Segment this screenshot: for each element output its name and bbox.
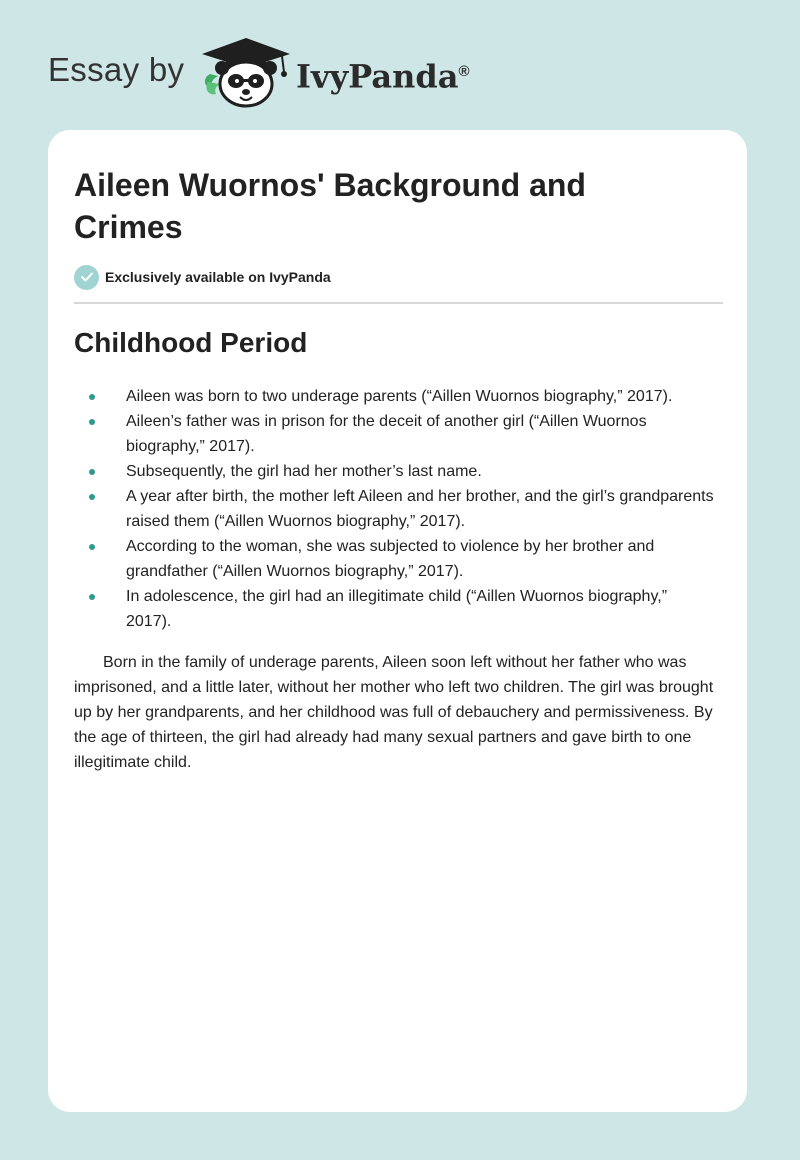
- essay-by-label: Essay by: [48, 51, 185, 88]
- list-item-text: According to the woman, she was subjected to violence by her brother and grandfather (“Aillen Wuornos biography,” 2017).: [126, 538, 655, 580]
- list-item-text: Aileen’s father was in prison for the deceit of another girl (“Aillen Wuornos biography,” 2017).: [126, 413, 647, 455]
- bullet-dot-icon: [89, 494, 95, 500]
- site-header: [0, 0, 800, 130]
- bullet-dot-icon: [89, 469, 95, 475]
- list-item-text: A year after birth, the mother left Aileen and her brother, and the girl’s grandparents raised them (“Aillen Wuornos biography,” 2017).: [126, 488, 714, 530]
- bullet-dot-icon: [89, 394, 95, 400]
- list-item: [74, 459, 714, 484]
- bullet-dot-icon: [89, 544, 95, 550]
- section-heading: Childhood Period: [74, 327, 308, 358]
- list-item: [74, 534, 714, 584]
- check-icon: [74, 265, 99, 290]
- list-item-text: In adolescence, the girl had an illegitimate child (“Aillen Wuornos biography,” 2017).: [126, 588, 668, 630]
- list-item: [74, 484, 714, 534]
- list-item-text: Subsequently, the girl had her mother’s last name.: [126, 463, 482, 480]
- divider: [74, 302, 723, 304]
- list-item: [74, 384, 714, 409]
- list-item: [74, 584, 714, 634]
- body-paragraph: Born in the family of underage parents, Aileen soon left without her father who was imprisoned, and a little later, without her mother who left two children. The girl was brought up by her grandparents, and her childhood was full of debauchery and permissiveness. By the age of thirteen, the girl had already had many sexual partners and gave birth to one illegitimate child.: [74, 654, 714, 771]
- list-item: [74, 409, 714, 459]
- panda-graduate-icon[interactable]: [200, 36, 292, 110]
- bullet-dot-icon: [89, 594, 95, 600]
- article-card: [48, 130, 747, 1112]
- exclusive-badge-text: Exclusively available on IvyPanda: [105, 269, 331, 285]
- brand-name: IvyPanda: [296, 57, 459, 96]
- list-item-text: Aileen was born to two underage parents (“Aillen Wuornos biography,” 2017).: [126, 388, 673, 405]
- bullet-dot-icon: [89, 419, 95, 425]
- bullet-list: [74, 384, 714, 634]
- registered-mark: ®: [458, 63, 470, 80]
- exclusive-badge: [74, 264, 331, 290]
- page-title: Aileen Wuornos' Background and Crimes: [74, 167, 586, 245]
- brand-logo-text[interactable]: [296, 52, 470, 97]
